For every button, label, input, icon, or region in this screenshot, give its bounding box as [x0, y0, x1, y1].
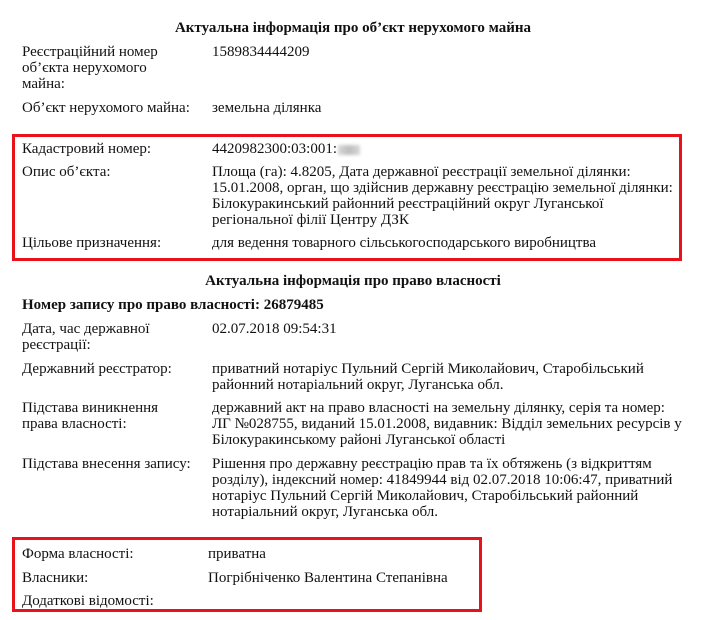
- redacted-blur: [338, 145, 360, 155]
- label-ownership-form: Форма власності:: [22, 546, 134, 562]
- value-state-registrar: приватний нотаріус Пульний Сергій Миколайович, Старобільський районний нотаріальний округ, Луганська обл.: [212, 361, 644, 393]
- row-registration-datetime: [22, 321, 686, 353]
- label-owners: Власники:: [22, 570, 89, 586]
- row-object-description: [22, 164, 686, 228]
- row-ownership-form: [22, 546, 686, 562]
- ownership-record-number: Номер запису про право власності: 26879485: [22, 297, 324, 313]
- section-title-ownership-right: Актуальна інформація про право власності: [205, 273, 501, 289]
- label-entry-basis: Підстава внесення запису:: [22, 456, 191, 472]
- label-object-description: Опис об’єкта:: [22, 164, 111, 180]
- value-entry-basis: Рішення про державну реєстрацію прав та їх обтяжень (з відкриттям розділу), індексний номер: 41849944 від 02.07.2018 10:06:47, приватний нотаріус Пульний Сергій Миколайович, Старобільський районний нотаріальний округ, Луганська обл.: [212, 456, 673, 520]
- value-property-object: земельна ділянка: [212, 100, 322, 116]
- value-cadastral-number: [212, 141, 686, 157]
- value-ownership-basis: державний акт на право власності на земельну ділянку, серія та номер: ЛГ №028755, виданий 15.01.2008, видавник: Відділ земельних ресурсів у Білокуракинському районі Луганської області: [212, 400, 682, 448]
- value-ownership-form: приватна: [208, 546, 266, 562]
- row-additional-info: [22, 593, 686, 609]
- row-entry-basis: [22, 456, 686, 520]
- value-object-description: Площа (га): 4.8205, Дата державної реєстрації земельної ділянки: 15.01.2008, орган, що здійснив державну реєстрацію земельної ділянки: Білокуракинський районний реєстраційний округ Луганської регіональної філії Центру ДЗК: [212, 164, 673, 228]
- value-intended-purpose: для ведення товарного сільськогосподарського виробництва: [212, 235, 597, 251]
- label-cadastral-number: Кадастровий номер:: [22, 141, 152, 157]
- label-ownership-basis: Підстава виникнення права власності:: [22, 400, 159, 432]
- section-title-property-object: Актуальна інформація про об’єкт нерухомого майна: [174, 20, 532, 36]
- cadastral-number-text: 4420982300:03:001:: [212, 141, 338, 157]
- label-state-registrar: Державний реєстратор:: [22, 361, 172, 377]
- row-owners: [22, 570, 686, 586]
- label-property-object: Об’єкт нерухомого майна:: [22, 100, 190, 116]
- label-registration-datetime: Дата, час державної реєстрації:: [22, 321, 150, 353]
- value-registration-number: 1589834444209: [212, 44, 310, 60]
- label-intended-purpose: Цільове призначення:: [22, 235, 162, 251]
- value-registration-datetime: 02.07.2018 09:54:31: [212, 321, 337, 337]
- row-cadastral-number: [22, 141, 686, 157]
- row-property-object: [22, 100, 686, 132]
- value-owners: Погрібніченко Валентина Степанівна: [208, 570, 448, 586]
- label-additional-info: Додаткові відомості:: [22, 593, 154, 609]
- row-intended-purpose: [22, 235, 686, 251]
- row-registration-number: [22, 44, 686, 92]
- label-registration-number: Реєстраційний номер об’єкта нерухомого майна:: [22, 44, 158, 92]
- row-ownership-basis: [22, 400, 686, 448]
- row-state-registrar: [22, 361, 686, 393]
